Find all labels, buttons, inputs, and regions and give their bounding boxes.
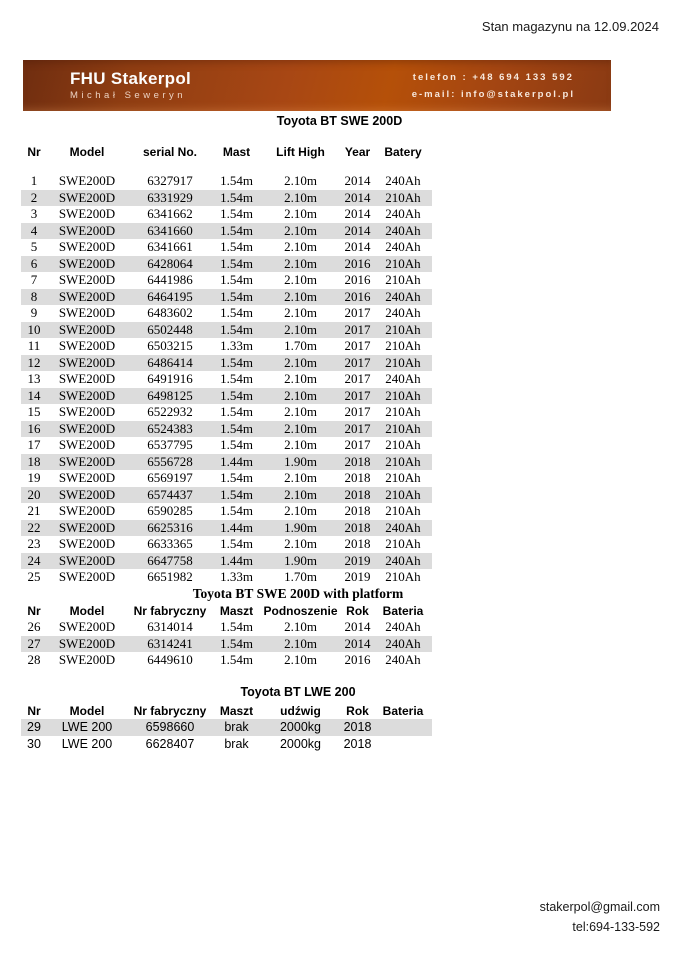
table-row: [21, 503, 432, 520]
column-header: Nr fabryczny: [133, 603, 207, 618]
table-cell: 1.54m: [213, 256, 260, 273]
table-cell: 2017: [341, 322, 374, 339]
table-cell: 210Ah: [385, 338, 421, 354]
table-cell: 2018: [344, 536, 371, 552]
table-cell: 240Ah: [385, 371, 421, 387]
section-title-swe200d: Toyota BT SWE 200D: [276, 114, 403, 128]
table-cell: 6441986: [147, 272, 193, 288]
table-cell: 1.44m: [213, 520, 260, 537]
table-cell: 6503215: [147, 338, 193, 354]
banner-identity: [70, 69, 191, 102]
table-cell: 1.54m: [220, 371, 253, 387]
table-cell: 1.54m: [213, 355, 260, 372]
table-cell: SWE200D: [47, 636, 127, 653]
column-header: Bateria: [382, 703, 424, 718]
table-cell: SWE200D: [58, 272, 116, 288]
table-cell: 1.90m: [260, 553, 341, 570]
table-cell: 240Ah: [374, 520, 432, 537]
table-cell: 6341660: [127, 223, 213, 240]
table-cell: 2.10m: [284, 206, 317, 222]
footer-contact: [540, 897, 660, 937]
table-row: [21, 437, 432, 454]
table-row: [21, 206, 432, 223]
table-cell: 2017: [341, 421, 374, 438]
table-cell: SWE200D: [47, 256, 127, 273]
table-cell: 1.44m: [213, 553, 260, 570]
table-cell: 210Ah: [385, 503, 421, 519]
column-header: Rok: [346, 603, 369, 618]
column-header: Mast: [222, 144, 251, 159]
table-cell: 2.10m: [284, 619, 317, 635]
table-cell: SWE200D: [58, 503, 116, 519]
column-header: Year: [344, 144, 371, 159]
table-cell: SWE200D: [58, 437, 116, 453]
table-cell: 30: [27, 736, 41, 751]
table-cell: SWE200D: [47, 289, 127, 306]
table-cell: 21: [27, 503, 41, 519]
table-row: [21, 289, 432, 306]
footer-phone: tel:694-133-592: [572, 920, 660, 934]
table-cell: 9: [30, 305, 38, 321]
table-cell: SWE200D: [47, 223, 127, 240]
table-cell: SWE200D: [58, 569, 116, 585]
table-row: [21, 636, 432, 653]
table-cell: 26: [27, 619, 41, 635]
table-cell: LWE 200: [61, 736, 113, 751]
column-header: Maszt: [219, 603, 254, 618]
table-cell: 2018: [344, 503, 371, 519]
table-cell: 2.10m: [284, 652, 317, 668]
table-row: [21, 487, 432, 504]
table-row: [21, 305, 432, 322]
table-row: [21, 719, 432, 736]
table-cell: 23: [27, 536, 41, 552]
table-cell: 240Ah: [385, 206, 421, 222]
table-row: [21, 190, 432, 207]
table-cell: 210Ah: [385, 470, 421, 486]
column-header: Maszt: [219, 703, 254, 718]
table-row: [21, 355, 432, 372]
table-cell: 1.54m: [220, 652, 253, 668]
table-cell: 6651982: [147, 569, 193, 585]
table-cell: 2018: [341, 487, 374, 504]
table-cell: 1.54m: [220, 470, 253, 486]
table-cell: 1.44m: [213, 454, 260, 471]
table-cell: 2.10m: [284, 239, 317, 255]
table-cell: 10: [21, 322, 47, 339]
table-header-row: [21, 143, 432, 160]
table-cell: 210Ah: [374, 322, 432, 339]
column-header: Model: [69, 603, 105, 618]
table-cell: 6327917: [147, 173, 193, 189]
table-cell: 210Ah: [385, 536, 421, 552]
header-spacer: [21, 160, 432, 173]
table-cell: 1.90m: [260, 454, 341, 471]
table-cell: 2018: [344, 470, 371, 486]
table-cell: 210Ah: [374, 256, 432, 273]
table-cell: 6: [21, 256, 47, 273]
table-cell: 6498125: [127, 388, 213, 405]
table-cell: 2.10m: [284, 272, 317, 288]
table-cell: SWE200D: [58, 536, 116, 552]
table-cell: SWE200D: [58, 619, 116, 635]
table-cell: 2.10m: [284, 404, 317, 420]
table-cell: 1.54m: [220, 536, 253, 552]
table-cell: 2014: [341, 190, 374, 207]
table-cell: [374, 736, 432, 753]
table-cell: 16: [21, 421, 47, 438]
table-cell: 6331929: [127, 190, 213, 207]
table-cell: 210Ah: [374, 355, 432, 372]
table-cell: 1.54m: [213, 322, 260, 339]
table-cell: 1.54m: [213, 487, 260, 504]
table-cell: 29: [21, 719, 47, 736]
table-cell: 6428064: [127, 256, 213, 273]
table-cell: 2.10m: [260, 190, 341, 207]
table-cell: 240Ah: [385, 239, 421, 255]
table-cell: 1.54m: [220, 173, 253, 189]
table-cell: 2017: [344, 371, 371, 387]
column-header: Rok: [346, 703, 369, 718]
table-cell: 240Ah: [385, 173, 421, 189]
table-cell: LWE 200: [47, 719, 127, 736]
table-cell: 20: [21, 487, 47, 504]
column-header: Batery: [384, 144, 422, 159]
table-cell: 6486414: [127, 355, 213, 372]
table-cell: SWE200D: [47, 454, 127, 471]
table-cell: 2.10m: [260, 388, 341, 405]
table-row: [21, 256, 432, 273]
table-cell: 1.54m: [213, 289, 260, 306]
column-header: udźwig: [280, 703, 321, 718]
table-row: [21, 520, 432, 537]
table-cell: 2016: [341, 256, 374, 273]
table-cell: SWE200D: [47, 421, 127, 438]
table-cell: 1: [30, 173, 38, 189]
table-cell: 2014: [341, 223, 374, 240]
table-cell: 1.54m: [213, 636, 260, 653]
table-cell: 2017: [341, 388, 374, 405]
table-cell: 6483602: [147, 305, 193, 321]
table-cell: 6537795: [147, 437, 193, 453]
column-header: Lift High: [276, 144, 325, 159]
table-cell: SWE200D: [47, 487, 127, 504]
table-cell: 2.10m: [260, 289, 341, 306]
table-cell: [374, 719, 432, 736]
table-cell: 2.10m: [260, 421, 341, 438]
table-cell: 6502448: [127, 322, 213, 339]
table-cell: 1.54m: [220, 305, 253, 321]
table-cell: 1.54m: [220, 239, 253, 255]
table-cell: 2.10m: [260, 223, 341, 240]
table-cell: 6590285: [147, 503, 193, 519]
table-cell: 6522932: [147, 404, 193, 420]
table-cell: 1.54m: [220, 206, 253, 222]
table-cell: 2.10m: [260, 636, 341, 653]
table-cell: SWE200D: [58, 239, 116, 255]
table-cell: 2.10m: [284, 503, 317, 519]
company-name: FHU Stakerpol: [70, 69, 192, 88]
section-title-swe200d-platform: Toyota BT SWE 200D with platform: [192, 586, 404, 601]
table-cell: SWE200D: [47, 520, 127, 537]
table-cell: 2018: [343, 736, 372, 751]
table-cell: 2014: [344, 239, 371, 255]
inventory-table-swe200d: [21, 143, 432, 586]
table-row: [21, 536, 432, 553]
table-cell: 1.33m: [220, 569, 253, 585]
table-cell: SWE200D: [47, 388, 127, 405]
table-cell: 2.10m: [260, 355, 341, 372]
table-cell: 240Ah: [385, 652, 421, 668]
table-row: [21, 619, 432, 636]
table-cell: 22: [21, 520, 47, 537]
table-cell: 13: [27, 371, 41, 387]
table-cell: 1.54m: [213, 223, 260, 240]
table-row: [21, 569, 432, 586]
table-cell: 1.54m: [213, 421, 260, 438]
table-row: [21, 338, 432, 355]
table-cell: 7: [30, 272, 38, 288]
table-cell: 210Ah: [374, 454, 432, 471]
table-cell: SWE200D: [47, 190, 127, 207]
table-cell: 2014: [344, 619, 371, 635]
table-cell: 210Ah: [374, 190, 432, 207]
table-row: [21, 454, 432, 471]
table-cell: 8: [21, 289, 47, 306]
table-header-row: [21, 602, 432, 619]
table-cell: 19: [27, 470, 41, 486]
table-row: [21, 239, 432, 256]
table-cell: 2014: [344, 173, 371, 189]
table-cell: 2000kg: [279, 736, 321, 751]
table-cell: 2019: [344, 569, 371, 585]
table-cell: 2014: [344, 206, 371, 222]
banner-contact: [412, 69, 575, 103]
table-cell: 6574437: [127, 487, 213, 504]
column-header: serial No.: [142, 144, 198, 159]
table-row: [21, 736, 432, 753]
table-cell: 4: [21, 223, 47, 240]
table-cell: SWE200D: [58, 338, 116, 354]
table-cell: 2.10m: [284, 437, 317, 453]
table-cell: 2.10m: [260, 487, 341, 504]
table-cell: 1.70m: [284, 569, 317, 585]
table-row: [21, 470, 432, 487]
data-table: [21, 702, 432, 752]
phone-label: telefon : +48 694 133 592: [412, 71, 574, 83]
table-cell: 210Ah: [385, 569, 421, 585]
table-cell: 2018: [341, 454, 374, 471]
table-cell: 2016: [344, 652, 371, 668]
stock-date-label: Stan magazynu na 12.09.2024: [481, 19, 659, 34]
table-cell: SWE200D: [58, 652, 116, 668]
inventory-table-lwe200: [21, 702, 432, 752]
table-cell: 18: [21, 454, 47, 471]
table-cell: 2016: [344, 272, 371, 288]
table-cell: 210Ah: [385, 437, 421, 453]
table-cell: 240Ah: [374, 553, 432, 570]
table-header-row: [21, 702, 432, 719]
table-cell: 2.10m: [260, 322, 341, 339]
company-banner: [23, 60, 611, 111]
table-row: [21, 652, 432, 669]
table-cell: 6569197: [147, 470, 193, 486]
column-header: Bateria: [382, 603, 424, 618]
table-cell: 6556728: [127, 454, 213, 471]
table-cell: 25: [27, 569, 41, 585]
table-cell: 12: [21, 355, 47, 372]
table-cell: 6633365: [147, 536, 193, 552]
table-cell: 5: [30, 239, 38, 255]
table-cell: SWE200D: [58, 371, 116, 387]
table-cell: 15: [27, 404, 41, 420]
table-cell: 240Ah: [374, 636, 432, 653]
table-cell: 6341662: [147, 206, 193, 222]
table-cell: 27: [21, 636, 47, 653]
table-cell: brak: [224, 736, 249, 751]
table-cell: 2.10m: [260, 256, 341, 273]
owner-name: Michał Seweryn: [70, 90, 187, 101]
table-row: [21, 553, 432, 570]
table-cell: 2017: [344, 404, 371, 420]
table-cell: 210Ah: [374, 388, 432, 405]
inventory-table-swe200d-platform: [21, 602, 432, 669]
column-header: Nr: [27, 703, 41, 718]
table-cell: 1.54m: [213, 388, 260, 405]
table-cell: 2017: [344, 437, 371, 453]
table-cell: 6341661: [147, 239, 193, 255]
table-cell: 2.10m: [284, 371, 317, 387]
table-cell: SWE200D: [47, 553, 127, 570]
table-cell: brak: [213, 719, 260, 736]
table-row: [21, 421, 432, 438]
table-cell: 11: [27, 338, 41, 354]
table-cell: 240Ah: [385, 305, 421, 321]
table-cell: SWE200D: [58, 404, 116, 420]
table-cell: SWE200D: [47, 355, 127, 372]
column-header: Nr: [27, 144, 41, 159]
table-cell: 240Ah: [374, 289, 432, 306]
table-cell: 240Ah: [374, 223, 432, 240]
table-cell: 2019: [341, 553, 374, 570]
table-cell: SWE200D: [58, 470, 116, 486]
table-cell: 6491916: [147, 371, 193, 387]
table-cell: 1.54m: [220, 272, 253, 288]
table-cell: 1.54m: [220, 619, 253, 635]
table-cell: 2014: [341, 636, 374, 653]
table-cell: 14: [21, 388, 47, 405]
table-cell: 6314014: [147, 619, 193, 635]
table-cell: 1.33m: [220, 338, 253, 354]
table-cell: 17: [27, 437, 41, 453]
table-cell: 2.10m: [284, 305, 317, 321]
table-cell: 2018: [341, 520, 374, 537]
table-cell: 3: [30, 206, 38, 222]
table-cell: 6524383: [127, 421, 213, 438]
table-row: [21, 223, 432, 240]
table-cell: 2018: [341, 719, 374, 736]
table-cell: 2.10m: [284, 470, 317, 486]
footer-email: stakerpol@gmail.com: [539, 900, 660, 914]
table-cell: 2017: [341, 355, 374, 372]
table-row: [21, 388, 432, 405]
table-cell: 6628407: [145, 736, 195, 751]
table-cell: 2017: [344, 305, 371, 321]
column-header: Model: [69, 703, 105, 718]
table-cell: 6598660: [127, 719, 213, 736]
table-cell: 210Ah: [374, 487, 432, 504]
table-cell: 2016: [341, 289, 374, 306]
data-table: [21, 602, 432, 669]
table-cell: SWE200D: [58, 173, 116, 189]
table-cell: SWE200D: [58, 206, 116, 222]
table-cell: 2000kg: [260, 719, 341, 736]
column-header: Nr: [27, 603, 41, 618]
email-label: e-mail: info@stakerpol.pl: [411, 88, 575, 100]
table-cell: 2.10m: [284, 173, 317, 189]
table-cell: 2: [21, 190, 47, 207]
table-cell: 6647758: [127, 553, 213, 570]
table-cell: 1.54m: [220, 503, 253, 519]
table-cell: 2.10m: [284, 536, 317, 552]
table-cell: SWE200D: [58, 305, 116, 321]
table-cell: 240Ah: [385, 619, 421, 635]
table-cell: 6625316: [127, 520, 213, 537]
table-cell: 6449610: [147, 652, 193, 668]
table-cell: 210Ah: [385, 272, 421, 288]
table-row: [21, 272, 432, 289]
column-header: Nr fabryczny: [133, 703, 207, 718]
table-cell: 6464195: [127, 289, 213, 306]
table-cell: 24: [21, 553, 47, 570]
table-row: [21, 404, 432, 421]
column-header: Podnoszenie: [263, 603, 338, 618]
table-row: [21, 371, 432, 388]
table-cell: 1.70m: [284, 338, 317, 354]
table-cell: 6314241: [127, 636, 213, 653]
table-cell: 28: [27, 652, 41, 668]
table-cell: 210Ah: [385, 404, 421, 420]
data-table: [21, 143, 432, 586]
column-header: Model: [69, 144, 105, 159]
table-cell: SWE200D: [47, 322, 127, 339]
table-cell: 2017: [344, 338, 371, 354]
table-row: [21, 322, 432, 339]
table-row: [21, 173, 432, 190]
table-cell: 210Ah: [374, 421, 432, 438]
table-cell: 1.54m: [220, 404, 253, 420]
section-title-lwe200: Toyota BT LWE 200: [240, 685, 356, 699]
table-cell: 1.54m: [213, 190, 260, 207]
table-cell: 1.90m: [260, 520, 341, 537]
table-cell: 1.54m: [220, 437, 253, 453]
